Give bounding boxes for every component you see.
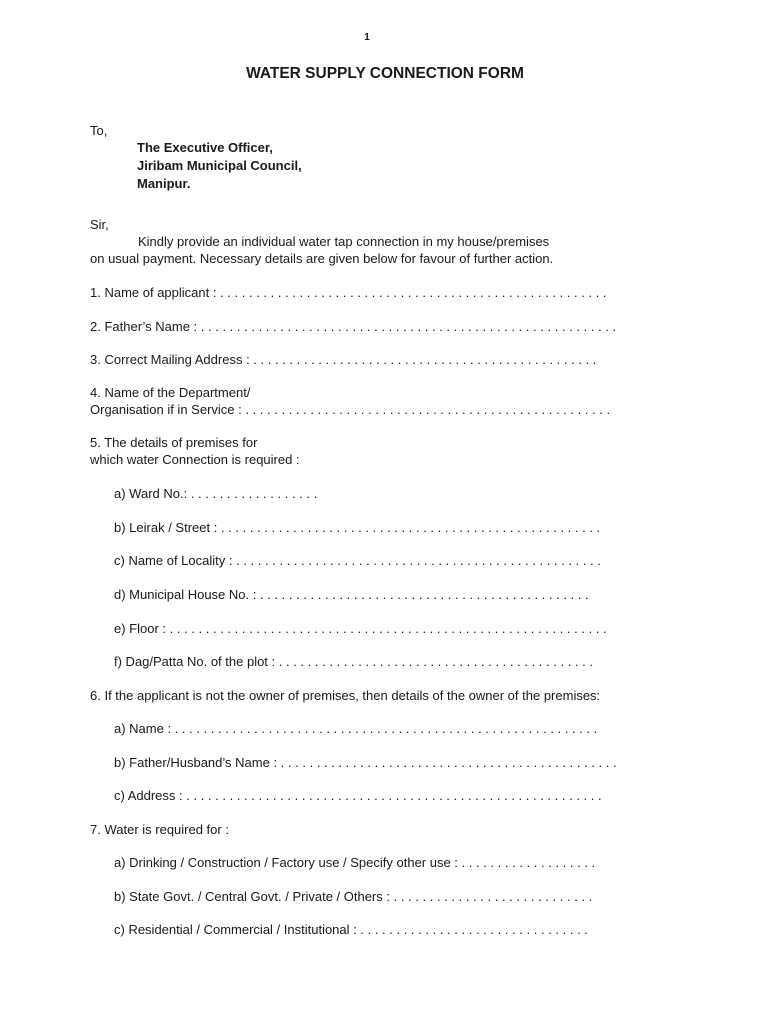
body-line-1: Kindly provide an individual water tap connection in my house/premises: [138, 234, 550, 249]
department-label: 4. Name of the Department/: [90, 385, 251, 400]
water-use-heading: 7. Water is required for :: [90, 822, 229, 837]
addressee-line-2: Jiribam Municipal Council,: [137, 158, 302, 173]
premises-label-line-2: which water Connection is required :: [90, 452, 300, 467]
owner-father-field[interactable]: b) Father/Husband’s Name : . . . . . . . . . . . . . . . . . . . . . . . . . . . . . . . . . . . . . . . . . . . . . . .: [114, 755, 617, 770]
dag-patta-field[interactable]: f) Dag/Patta No. of the plot : . . . . . . . . . . . . . . . . . . . . . . . . . . . . . . . . . . . . . . . . . . . .: [114, 654, 593, 669]
sector-field[interactable]: b) State Govt. / Central Govt. / Private / Others : . . . . . . . . . . . . . . . . . . . . . . . . . . . .: [114, 889, 593, 904]
house-no-field[interactable]: d) Municipal House No. : . . . . . . . . . . . . . . . . . . . . . . . . . . . . . . . . . . . . . . . . . . . . . .: [114, 587, 589, 602]
locality-field[interactable]: c) Name of Locality : . . . . . . . . . . . . . . . . . . . . . . . . . . . . . . . . . . . . . . . . . . . . . . . . . . .: [114, 553, 601, 568]
form-title: WATER SUPPLY CONNECTION FORM: [246, 65, 524, 82]
floor-field[interactable]: e) Floor : . . . . . . . . . . . . . . . . . . . . . . . . . . . . . . . . . . . . . . . . . . . . . . . . . . . . . . . . . . . . .: [114, 621, 607, 636]
fathers-name-field[interactable]: 2. Father’s Name : . . . . . . . . . . . . . . . . . . . . . . . . . . . . . . . . . . . . . . . . . . . . . . . . . . . . . . . . . .: [90, 319, 617, 334]
salutation-to: To,: [90, 123, 108, 138]
use-type-field[interactable]: a) Drinking / Construction / Factory use / Specify other use : . . . . . . . . . . . . . . . . . . .: [114, 855, 596, 870]
greeting: Sir,: [90, 217, 109, 232]
leirak-street-field[interactable]: b) Leirak / Street : . . . . . . . . . . . . . . . . . . . . . . . . . . . . . . . . . . . . . . . . . . . . . . . . . . . . .: [114, 520, 601, 535]
page-number: 1: [364, 32, 370, 43]
department-field[interactable]: Organisation if in Service : . . . . . . . . . . . . . . . . . . . . . . . . . . . . . . . . . . . . . . . . . . . . . . . . . . .: [90, 402, 611, 417]
body-line-2: on usual payment. Necessary details are given below for favour of further action.: [90, 251, 554, 266]
premises-label-line-1: 5. The details of premises for: [90, 435, 258, 450]
owner-details-heading: 6. If the applicant is not the owner of premises, then details of the owner of the premises:: [90, 688, 601, 703]
owner-address-field[interactable]: c) Address : . . . . . . . . . . . . . . . . . . . . . . . . . . . . . . . . . . . . . . . . . . . . . . . . . . . . . . . . . .: [114, 788, 602, 803]
addressee-line-3: Manipur.: [137, 176, 191, 191]
category-field[interactable]: c) Residential / Commercial / Institutional : . . . . . . . . . . . . . . . . . . . . . . . . . . . . . . . .: [114, 922, 588, 937]
addressee-line-1: The Executive Officer,: [137, 140, 273, 155]
applicant-name-field[interactable]: 1. Name of applicant : . . . . . . . . . . . . . . . . . . . . . . . . . . . . . . . . . . . . . . . . . . . . . . . . . . . . . .: [90, 285, 607, 300]
mailing-address-field[interactable]: 3. Correct Mailing Address : . . . . . . . . . . . . . . . . . . . . . . . . . . . . . . . . . . . . . . . . . . . . . . . .: [90, 352, 597, 367]
ward-no-field[interactable]: a) Ward No.: . . . . . . . . . . . . . . . . . .: [114, 486, 318, 501]
owner-name-field[interactable]: a) Name : . . . . . . . . . . . . . . . . . . . . . . . . . . . . . . . . . . . . . . . . . . . . . . . . . . . . . . . . . . .: [114, 721, 598, 736]
